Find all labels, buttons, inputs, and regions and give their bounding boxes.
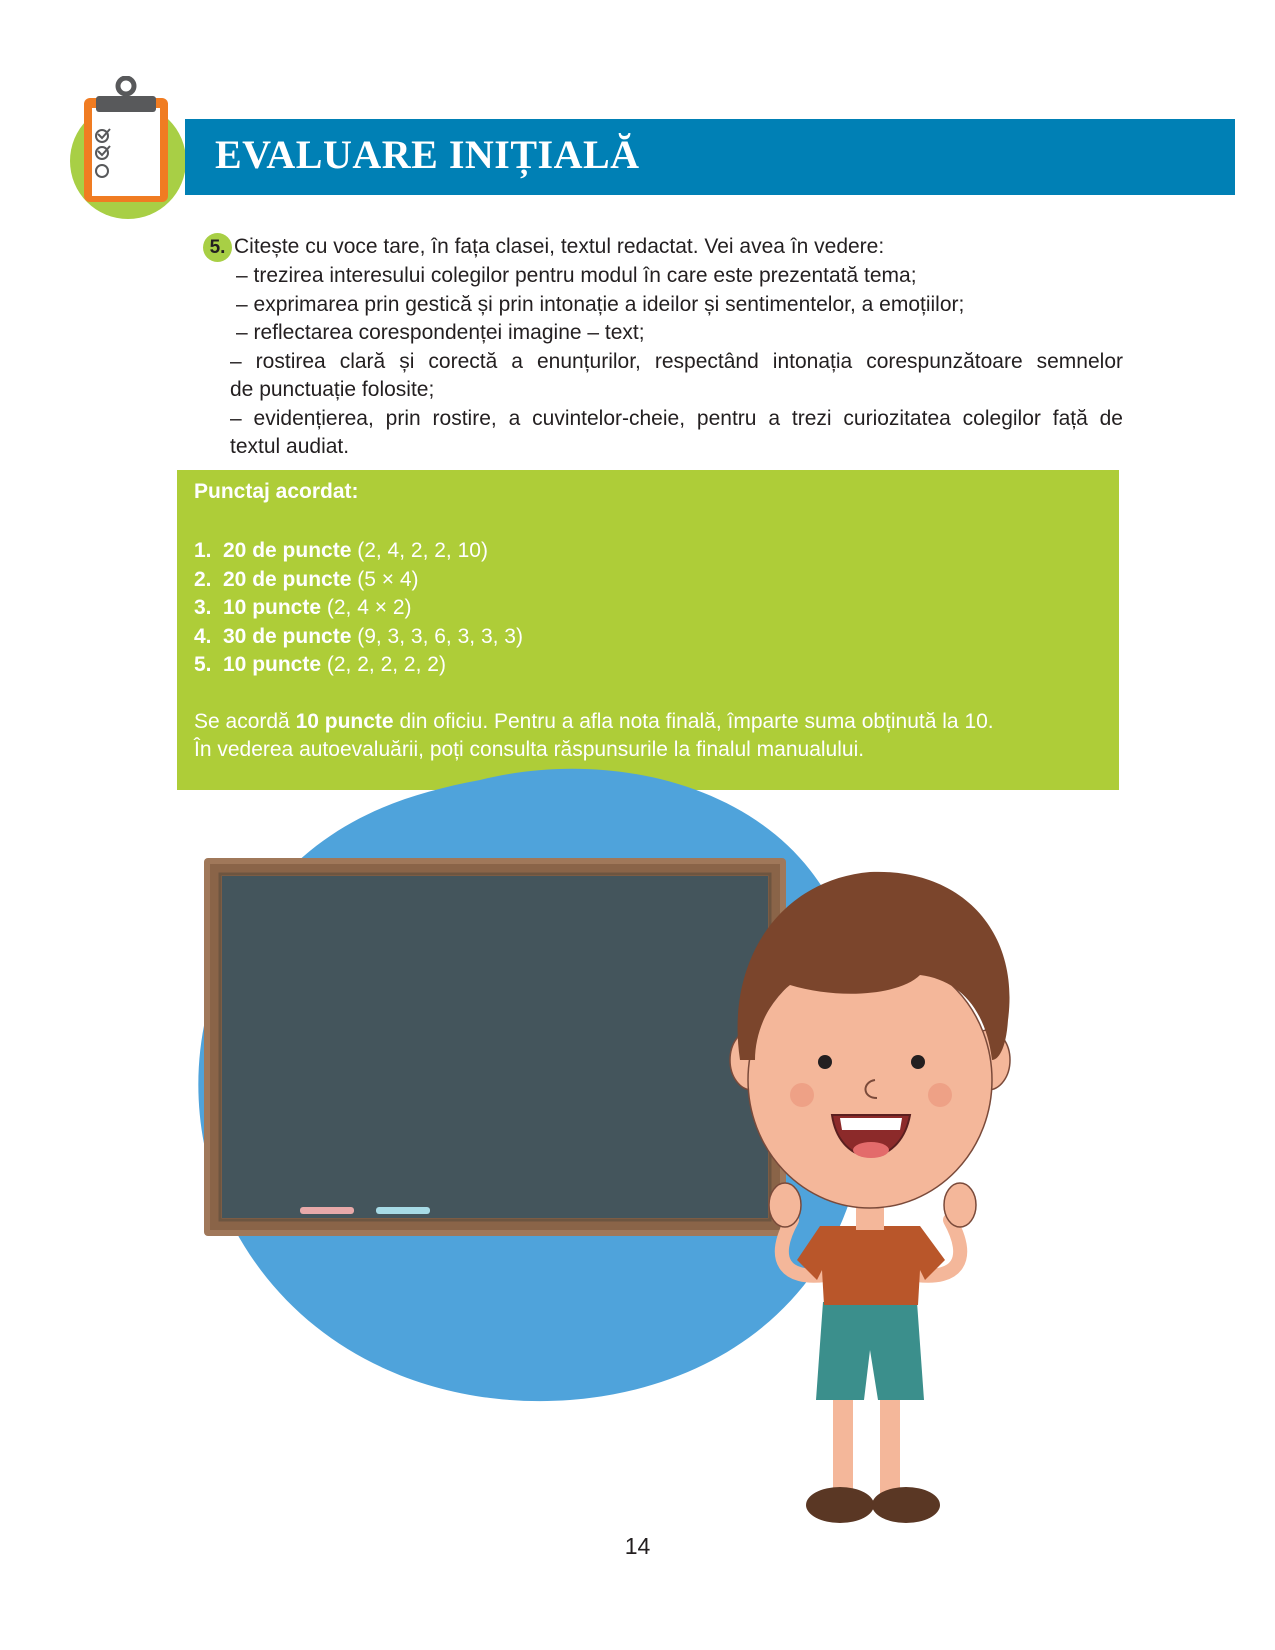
score-item-detail: (9, 3, 3, 6, 3, 3, 3) bbox=[357, 624, 523, 648]
boy-character bbox=[730, 872, 1010, 1523]
score-item-detail: (2, 4, 2, 2, 10) bbox=[357, 539, 488, 562]
page-title: EVALUARE INIȚIALĂ bbox=[215, 132, 640, 177]
score-item-points: 20 de puncte bbox=[223, 567, 352, 591]
score-item-detail: (2, 2, 2, 2, 2) bbox=[326, 653, 446, 676]
score-item-points: 20 de puncte bbox=[223, 539, 352, 562]
score-note-post: din oficiu. Pentru a afla nota finală, împarte suma obținută la 10. bbox=[393, 710, 994, 733]
score-item-points: 30 de puncte bbox=[223, 624, 352, 648]
score-note-bold: 10 puncte bbox=[295, 710, 394, 733]
score-item bbox=[194, 651, 523, 680]
illustration-boy-chalkboard bbox=[180, 760, 1080, 1530]
score-item-detail: (2, 4 × 2) bbox=[326, 596, 412, 619]
task-intro-line bbox=[203, 233, 1123, 262]
score-list bbox=[194, 537, 523, 680]
chalk-pink bbox=[300, 1207, 354, 1214]
chalk-blue bbox=[376, 1207, 430, 1214]
score-note bbox=[194, 708, 994, 764]
task-item-continuation: textul audiat. bbox=[230, 435, 350, 458]
score-item bbox=[194, 537, 523, 566]
score-item-points: 10 puncte bbox=[223, 653, 322, 676]
task-5 bbox=[203, 233, 1123, 462]
score-item bbox=[194, 623, 523, 652]
task-item: – reflectarea corespondenței imagine – text; bbox=[236, 321, 645, 344]
score-note-line2: În vederea autoevaluării, poți consulta răspunsurile la finalul manualului. bbox=[194, 738, 865, 761]
clipboard-checklist-icon bbox=[66, 76, 196, 221]
score-item bbox=[194, 566, 523, 595]
score-item-number: 2. bbox=[194, 567, 212, 591]
page-number: 14 bbox=[624, 1533, 651, 1559]
chalkboard bbox=[222, 876, 768, 1218]
score-item-number: 1. bbox=[194, 539, 212, 562]
task-item: – rostirea clară și corectă a enunțurilor, respectând intonația corespunzătoare semnelor bbox=[230, 349, 1123, 373]
task-item: – trezirea interesului colegilor pentru modul în care este prezentată tema; bbox=[236, 264, 917, 287]
score-item bbox=[194, 594, 523, 623]
score-item-detail: (5 × 4) bbox=[357, 567, 419, 591]
task-item: – exprimarea prin gestică și prin intonație a ideilor și sentimentelor, a emoțiilor; bbox=[236, 292, 965, 316]
score-item-points: 10 puncte bbox=[223, 596, 322, 619]
score-box bbox=[177, 470, 1119, 790]
score-note-pre: Se acordă bbox=[194, 710, 296, 733]
score-item-number: 4. bbox=[194, 624, 212, 648]
task-number-badge: 5. bbox=[203, 233, 232, 262]
score-title: Punctaj acordat: bbox=[194, 480, 359, 503]
score-item-number: 5. bbox=[194, 653, 212, 676]
task-item-continuation: de punctuație folosite; bbox=[230, 378, 435, 401]
task-intro: Citește cu voce tare, în fața clasei, textul redactat. Vei avea în vedere: bbox=[234, 235, 885, 259]
task-item: – evidențierea, prin rostire, a cuvintelor-cheie, pentru a trezi curiozitatea colegilor față de bbox=[230, 406, 1123, 430]
score-item-number: 3. bbox=[194, 596, 212, 619]
